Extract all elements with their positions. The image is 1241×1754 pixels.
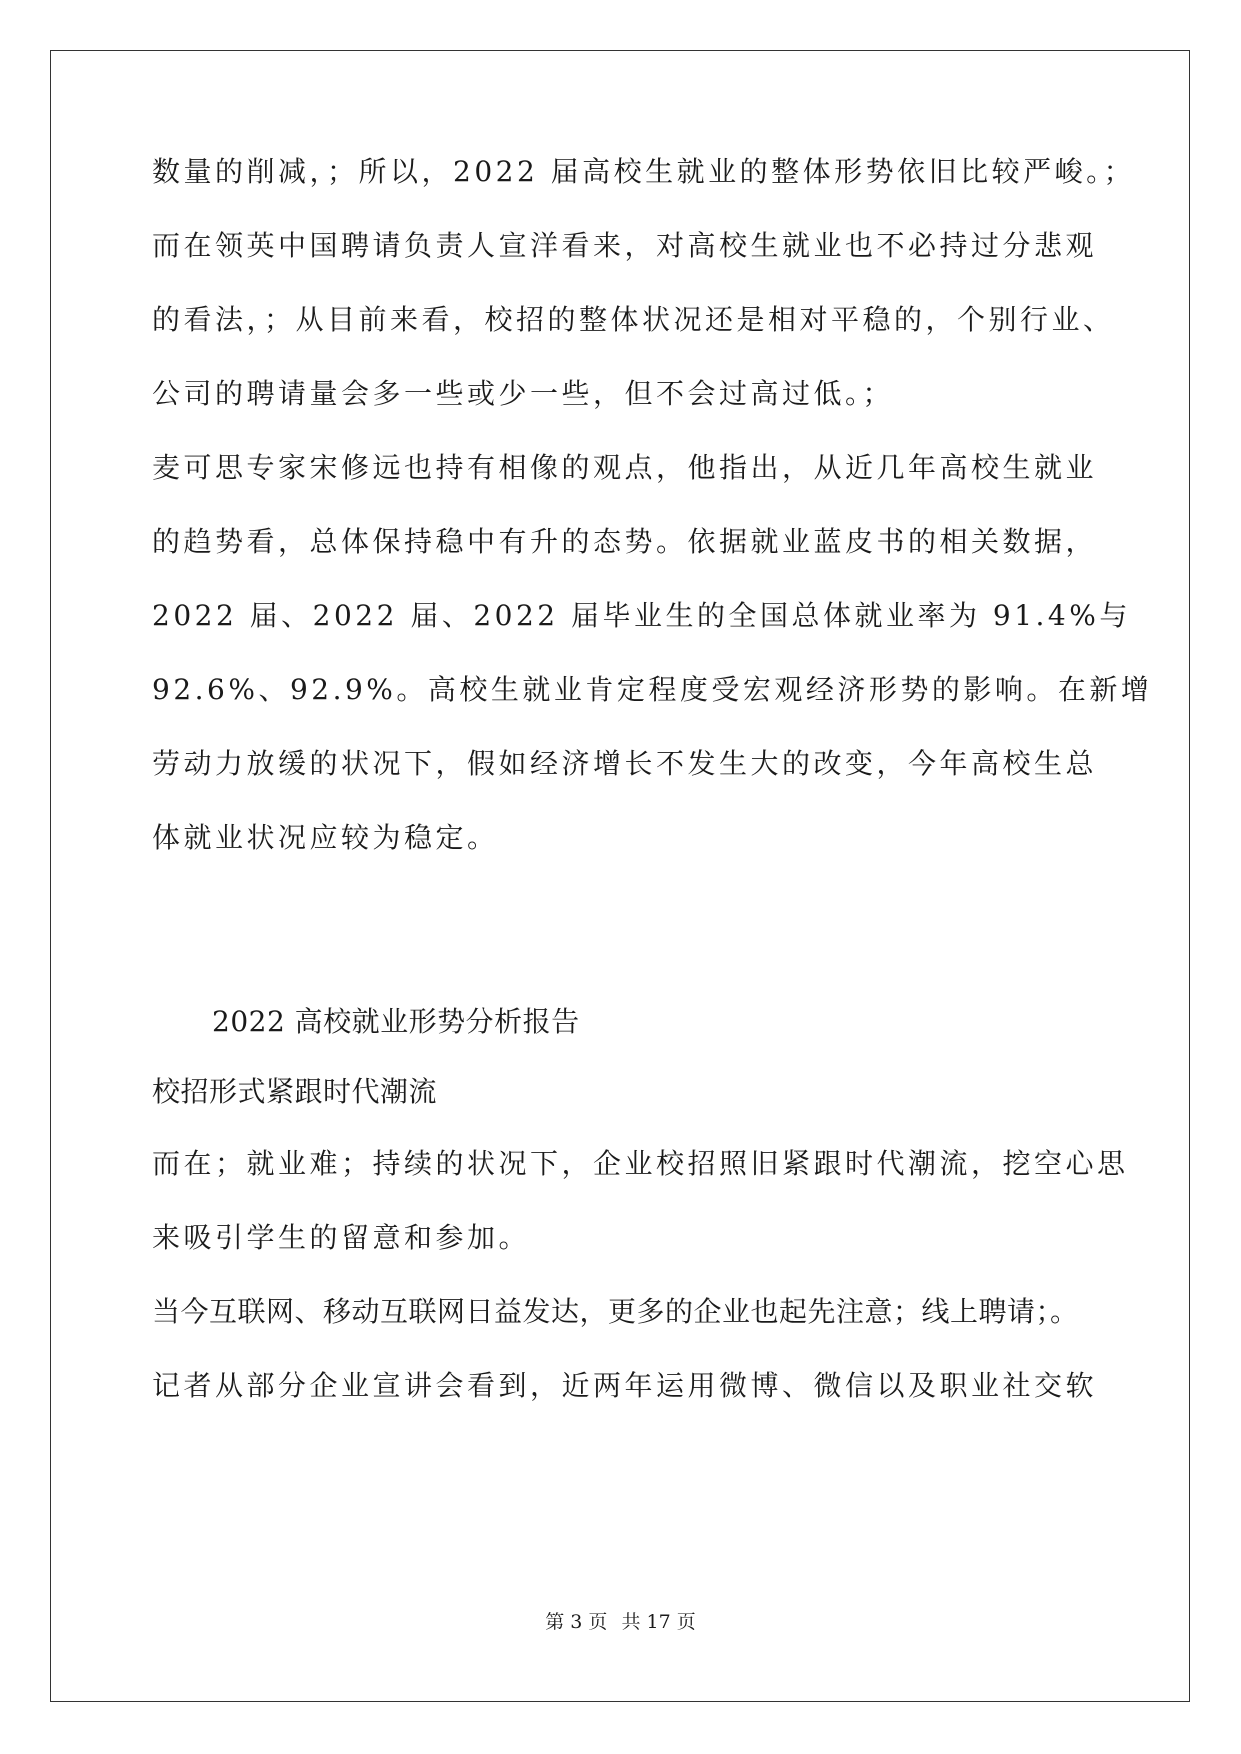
subsection-title: 校招形式紧跟时代潮流: [152, 1075, 438, 1108]
paragraph-line: 记者从部分企业宣讲会看到，近两年运用微博、微信以及职业社交软: [152, 1369, 1098, 1402]
paragraph-line: 麦可思专家宋修远也持有相像的观点，他指出，从近几年高校生就业: [152, 451, 1098, 484]
page-footer: [0, 1610, 1241, 1634]
paragraph-line: 来吸引学生的留意和参加。: [152, 1221, 531, 1254]
page-border: [50, 50, 1190, 1702]
paragraph-line: 的看法，；从目前来看，校招的整体状况还是相对平稳的，个别行业、: [152, 303, 1115, 336]
paragraph-line: 体就业状况应较为稳定。: [152, 821, 499, 854]
paragraph-line: 的趋势看，总体保持稳中有升的态势。依据就业蓝皮书的相关数据，: [152, 525, 1098, 558]
section-title: 2022 高校就业形势分析报告: [212, 1005, 580, 1038]
paragraph-line: 公司的聘请量会多一些或少一些，但不会过高过低。；: [152, 377, 895, 410]
paragraph-line: 而在领英中国聘请负责人宣洋看来，对高校生就业也不必持过分悲观: [152, 229, 1098, 262]
paragraph-line: 2022 届、2022 届、2022 届毕业生的全国总体就业率为 91.4%与: [152, 599, 1131, 632]
paragraph-line: 92.6%、92.9%。高校生就业肯定程度受宏观经济形势的影响。在新增: [152, 673, 1153, 706]
paragraph-line: 数量的削减，；所以，2022 届高校生就业的整体形势依旧比较严峻。；: [152, 155, 1136, 188]
paragraph-line: 而在；就业难；持续的状况下，企业校招照旧紧跟时代潮流，挖空心思: [152, 1147, 1129, 1180]
total-pages: 共 17 页: [621, 1611, 696, 1633]
paragraph-line: 当今互联网、移动互联网日益发达，更多的企业也起先注意；线上聘请；。: [152, 1295, 1079, 1328]
paragraph-line: 劳动力放缓的状况下，假如经济增长不发生大的改变，今年高校生总: [152, 747, 1098, 780]
page-number: 第 3 页: [545, 1611, 608, 1633]
